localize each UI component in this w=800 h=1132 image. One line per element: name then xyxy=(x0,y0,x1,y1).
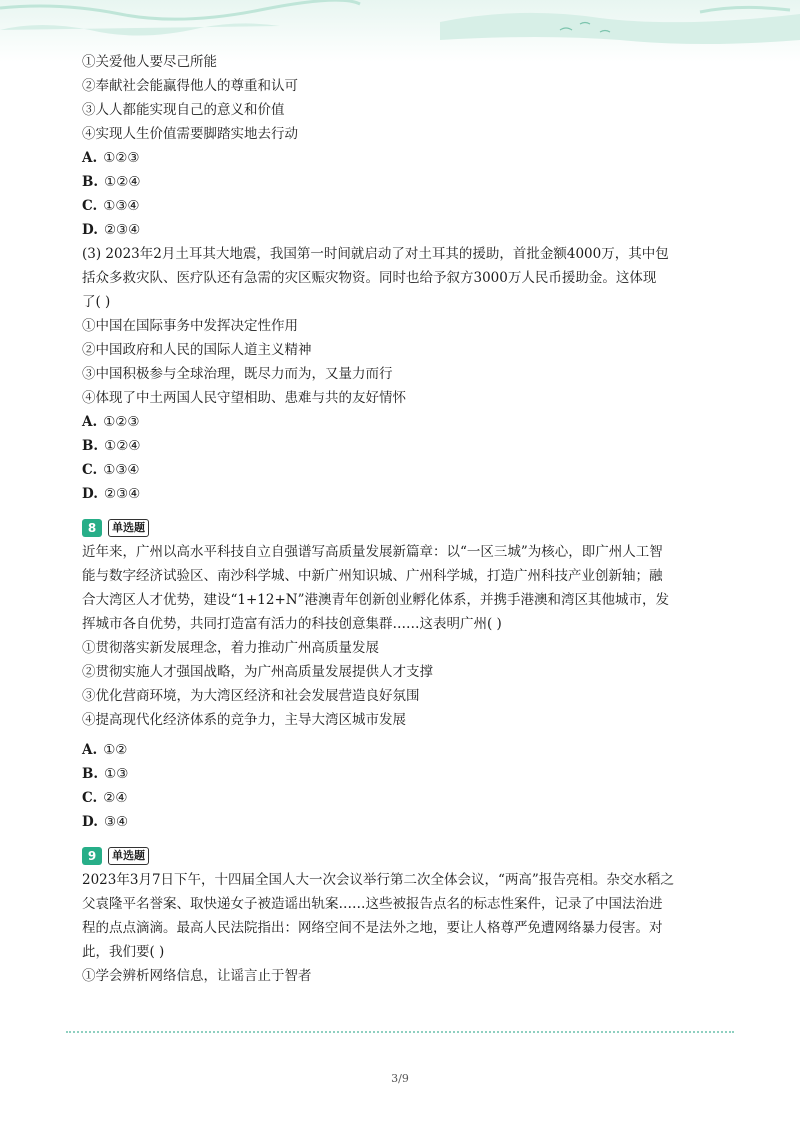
question-7-part-3 xyxy=(82,242,722,506)
statement: ①贯彻落实新发展理念，着力推动广州高质量发展 xyxy=(82,640,379,656)
answer-option[interactable] xyxy=(82,762,722,786)
question-stem: 父袁隆平名誉案、取快递女子被造谣出轨案……这些被报告点名的标志性案件，记录了中国法治进 xyxy=(82,896,663,912)
question-stem: 括众多救灾队、医疗队还有急需的灾区赈灾物资。同时也给予叙方3000万人民币援助金。这体现 xyxy=(82,270,657,286)
statement: ②中国政府和人民的国际人道主义精神 xyxy=(82,342,312,358)
option-text: ①② xyxy=(103,742,128,758)
option-letter: A. xyxy=(82,414,98,430)
option-text: ①③④ xyxy=(103,198,140,214)
statement: ②贯彻实施人才强国战略，为广州高质量发展提供人才支撑 xyxy=(82,664,433,680)
page-number: 3/9 xyxy=(391,1072,409,1085)
statement: ④实现人生价值需要脚踏实地去行动 xyxy=(82,126,298,142)
answer-option[interactable] xyxy=(82,434,722,458)
option-text: ②③④ xyxy=(103,222,141,238)
option-letter: B. xyxy=(82,438,99,454)
answer-option[interactable] xyxy=(82,786,722,810)
option-letter: C. xyxy=(82,462,98,478)
option-letter: D. xyxy=(82,486,98,502)
answer-option[interactable] xyxy=(82,810,722,834)
question-number-badge: 8 xyxy=(82,519,102,537)
statement: ③优化营商环境，为大湾区经济和社会发展营造良好氛围 xyxy=(82,688,420,704)
statement: ④体现了中土两国人民守望相助、患难与共的友好情怀 xyxy=(82,390,406,406)
question-9 xyxy=(82,846,722,988)
option-text: ①②④ xyxy=(104,174,141,190)
statement: ①学会辨析网络信息，让谣言止于智者 xyxy=(82,968,312,984)
option-letter: D. xyxy=(82,222,98,238)
question-type-tag: 单选题 xyxy=(108,847,149,865)
answer-option[interactable] xyxy=(82,170,722,194)
statement: ③人人都能实现自己的意义和价值 xyxy=(82,102,285,118)
answer-option[interactable] xyxy=(82,458,722,482)
answer-option[interactable] xyxy=(82,410,722,434)
question-stem: 挥城市各自优势，共同打造富有活力的科技创意集群……这表明广州( ) xyxy=(82,616,502,632)
answer-option[interactable] xyxy=(82,194,722,218)
question-number-badge: 9 xyxy=(82,847,102,865)
option-letter: A. xyxy=(82,742,98,758)
question-stem: 合大湾区人才优势，建设“1+12+N”港澳青年创新创业孵化体系，并携手港澳和湾区其他城市，发 xyxy=(82,592,670,608)
question-header xyxy=(82,518,722,538)
statement: ③中国积极参与全球治理，既尽力而为，又量力而行 xyxy=(82,366,393,382)
question-stem: 程的点点滴滴。最高人民法院指出：网络空间不是法外之地，要让人格尊严免遭网络暴力侵害。对 xyxy=(82,920,663,936)
question-7-continued xyxy=(82,50,722,242)
answer-option[interactable] xyxy=(82,218,722,242)
footer-divider xyxy=(66,1031,734,1033)
option-text: ①③④ xyxy=(103,462,140,478)
statement: ①关爱他人要尽己所能 xyxy=(82,54,217,70)
question-header xyxy=(82,846,722,866)
question-stem: 此，我们要( ) xyxy=(82,944,165,960)
option-letter: D. xyxy=(82,814,98,830)
answer-option[interactable] xyxy=(82,146,722,170)
question-type-tag: 单选题 xyxy=(108,519,149,537)
option-letter: A. xyxy=(82,150,98,166)
question-stem: 了( ) xyxy=(82,294,111,310)
option-text: ①②④ xyxy=(104,438,141,454)
statement: ①中国在国际事务中发挥决定性作用 xyxy=(82,318,298,334)
option-text: ①②③ xyxy=(103,414,140,430)
option-letter: C. xyxy=(82,790,98,806)
option-text: ①②③ xyxy=(103,150,140,166)
question-stem: 2023年3月7日下午，十四届全国人大一次会议举行第二次全体会议，“两高”报告亮相。杂交水稻之 xyxy=(82,872,674,888)
option-text: ②④ xyxy=(103,790,128,806)
statement: ②奉献社会能赢得他人的尊重和认可 xyxy=(82,78,298,94)
question-8 xyxy=(82,518,722,834)
option-letter: B. xyxy=(82,174,99,190)
question-stem: 能与数字经济试验区、南沙科学城、中新广州知识城、广州科学城，打造广州科技产业创新轴；融 xyxy=(82,568,663,584)
option-text: ③④ xyxy=(103,814,129,830)
page-content xyxy=(82,50,722,988)
statement: ④提高现代化经济体系的竞争力，主导大湾区城市发展 xyxy=(82,712,406,728)
question-stem: (3) 2023年2月土耳其大地震，我国第一时间就启动了对土耳其的援助，首批金额4000万，其中包 xyxy=(82,246,669,262)
option-text: ②③④ xyxy=(103,486,141,502)
answer-option[interactable] xyxy=(82,738,722,762)
option-letter: B. xyxy=(82,766,99,782)
answer-option[interactable] xyxy=(82,482,722,506)
option-letter: C. xyxy=(82,198,98,214)
question-stem: 近年来，广州以高水平科技自立自强谱写高质量发展新篇章：以“一区三城”为核心，即广州人工智 xyxy=(82,544,663,560)
option-text: ①③ xyxy=(104,766,129,782)
